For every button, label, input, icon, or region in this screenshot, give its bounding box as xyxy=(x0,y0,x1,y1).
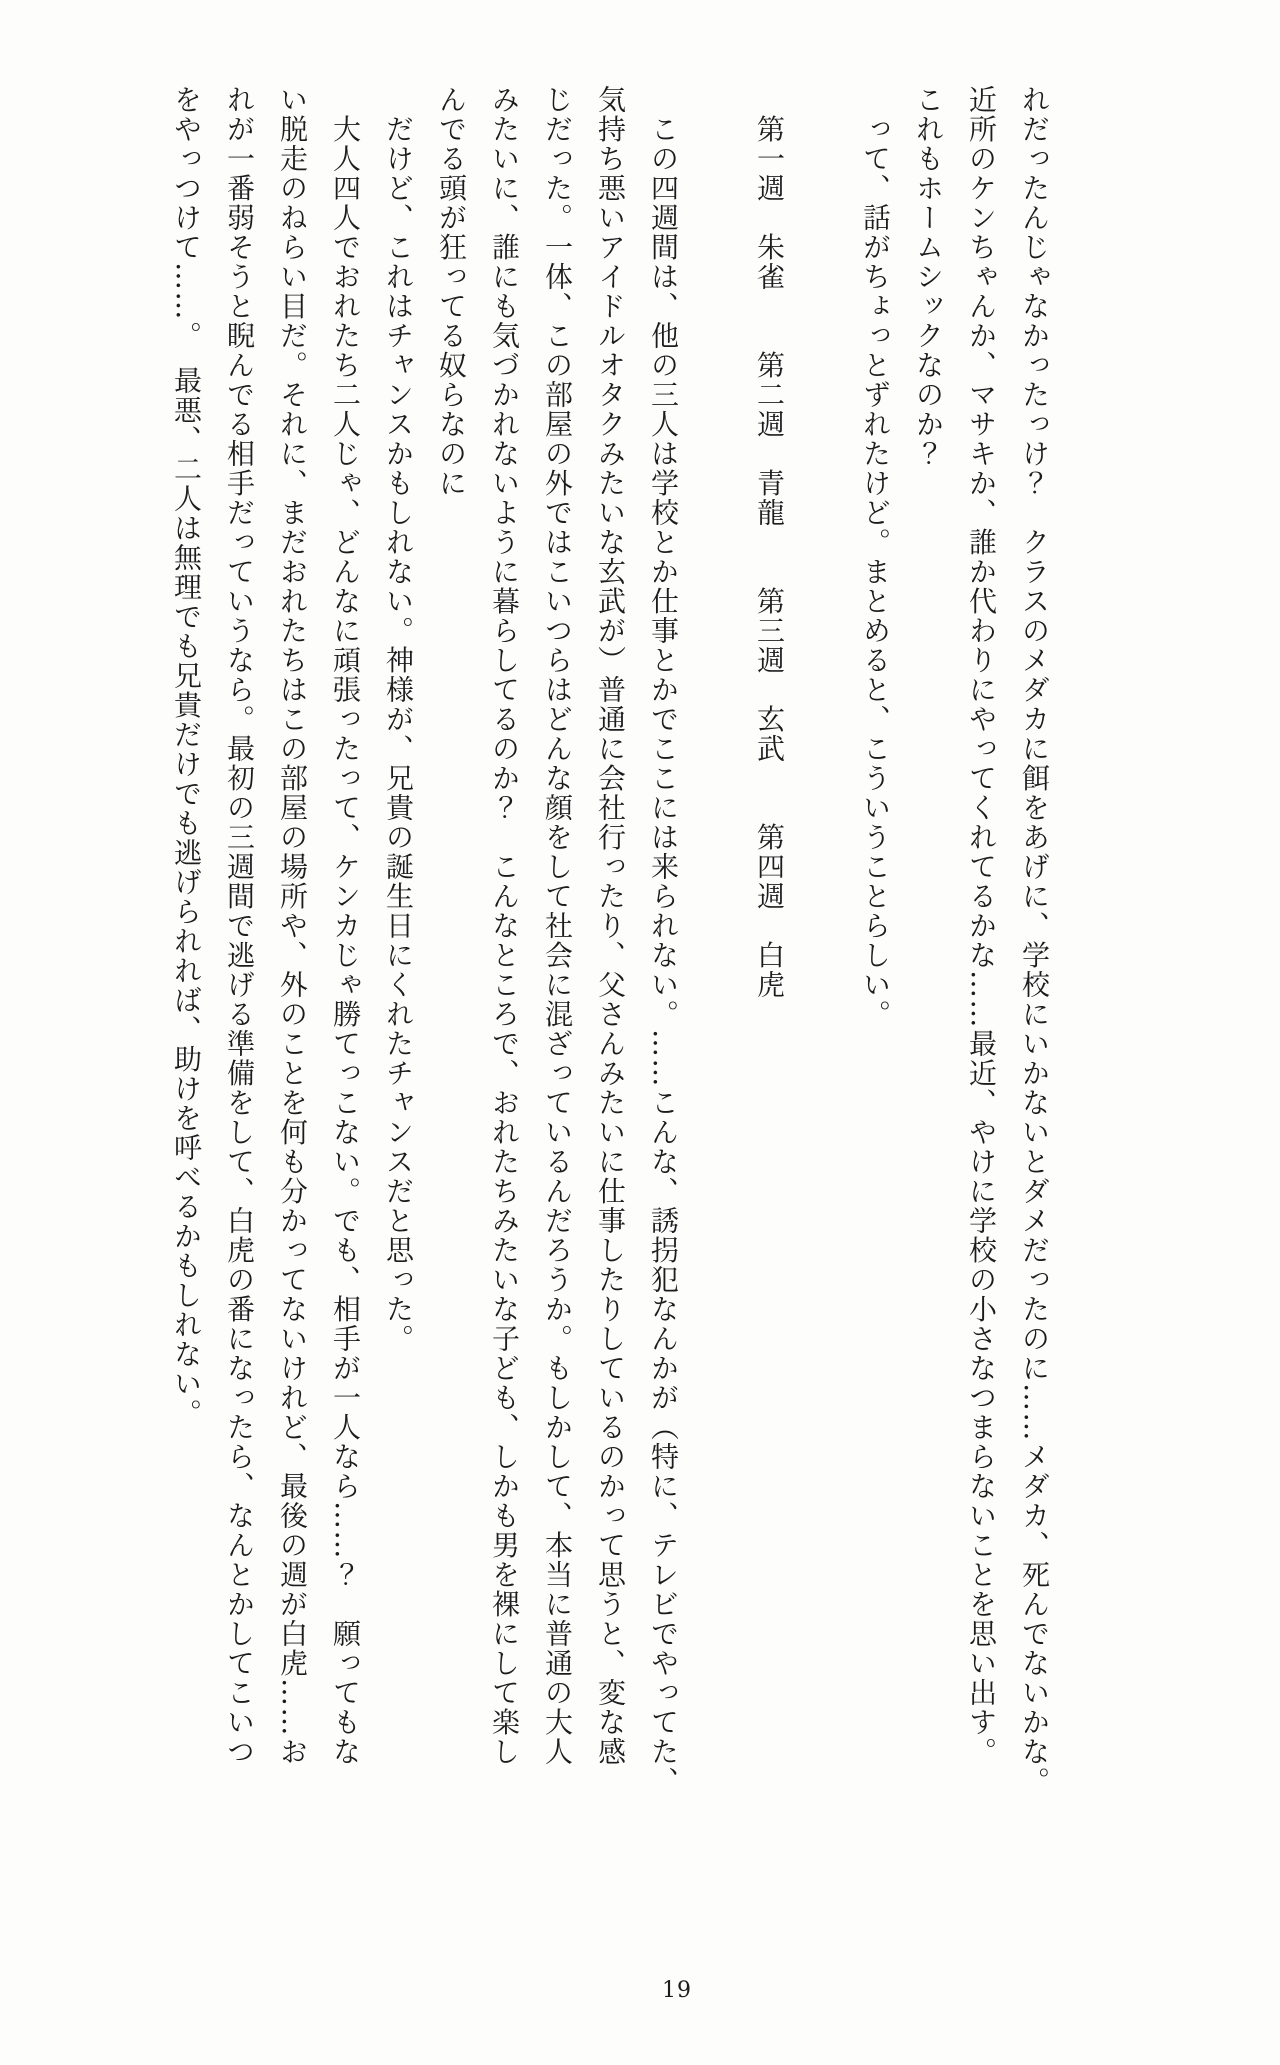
text-line: じだった。一体、この部屋の外ではこいつらはどんな顔をして社会に混ざっているんだろうか。もしかして、本当に普通の大人 xyxy=(541,85,574,1767)
text-line: この四週間は、他の三人は学校とか仕事とかでここには来られない。……こんな、誘拐犯なんかが（特に、テレビでやってた、 xyxy=(647,85,680,1796)
week-schedule-line: 第一週 朱雀 第二週 青龍 第三週 玄武 第四週 白虎 xyxy=(753,85,786,1000)
page-number: 19 xyxy=(662,1978,692,2003)
text-line: だけど、これはチャンスかもしれない。神様が、兄貴の誕生日にくれたチャンスだと思った。 xyxy=(382,85,415,1354)
text-line: んでる頭が狂ってる奴らなのに xyxy=(435,85,468,498)
text-line: れが一番弱そうと睨んでる相手だっていうなら。最初の三週間で逃げる準備をして、白虎の番になったら、なんとかしてこいつ xyxy=(223,85,256,1767)
text-line: って、話がちょっとずれたけど。まとめると、こういうことらしい。 xyxy=(859,85,892,1029)
text-line: い脱走のねらい目だ。それに、まだおれたちはこの部屋の場所や、外のことを何も分かってないけれど、最後の週が白虎……お xyxy=(276,85,309,1767)
text-line: これもホームシックなのか？ xyxy=(912,85,945,469)
text-line: れだったんじゃなかったっけ？ クラスのメダカに餌をあげに、学校にいかないとダメだったのに……メダカ、死んでないかな。 xyxy=(1018,85,1051,1796)
text-line: みたいに、誰にも気づかれないように暮らしてるのか？ こんなところで、おれたちみたいな子ども、しかも男を裸にして楽し xyxy=(488,85,521,1767)
vertical-text-block xyxy=(160,85,1061,1796)
blank-line xyxy=(690,85,743,1785)
text-line: をやっつけて……。 最悪、二人は無理でも兄貴だけでも逃げられれば、助けを呼べるかもしれない。 xyxy=(170,85,203,1428)
text-line: 近所のケンちゃんか、マサキか、誰か代わりにやってくれてるかな……最近、やけに学校の小さなつまらないことを思い出す。 xyxy=(965,85,998,1767)
text-line: 気持ち悪いアイドルオタクみたいな玄武が）普通に会社行ったり、父さんみたいに仕事したりしているのかって思うと、変な感 xyxy=(594,85,627,1767)
text-line: 大人四人でおれたち二人じゃ、どんなに頑張ったって、ケンカじゃ勝てっこない。でも、相手が一人なら……？ 願ってもな xyxy=(329,85,362,1767)
blank-line xyxy=(796,85,849,1785)
